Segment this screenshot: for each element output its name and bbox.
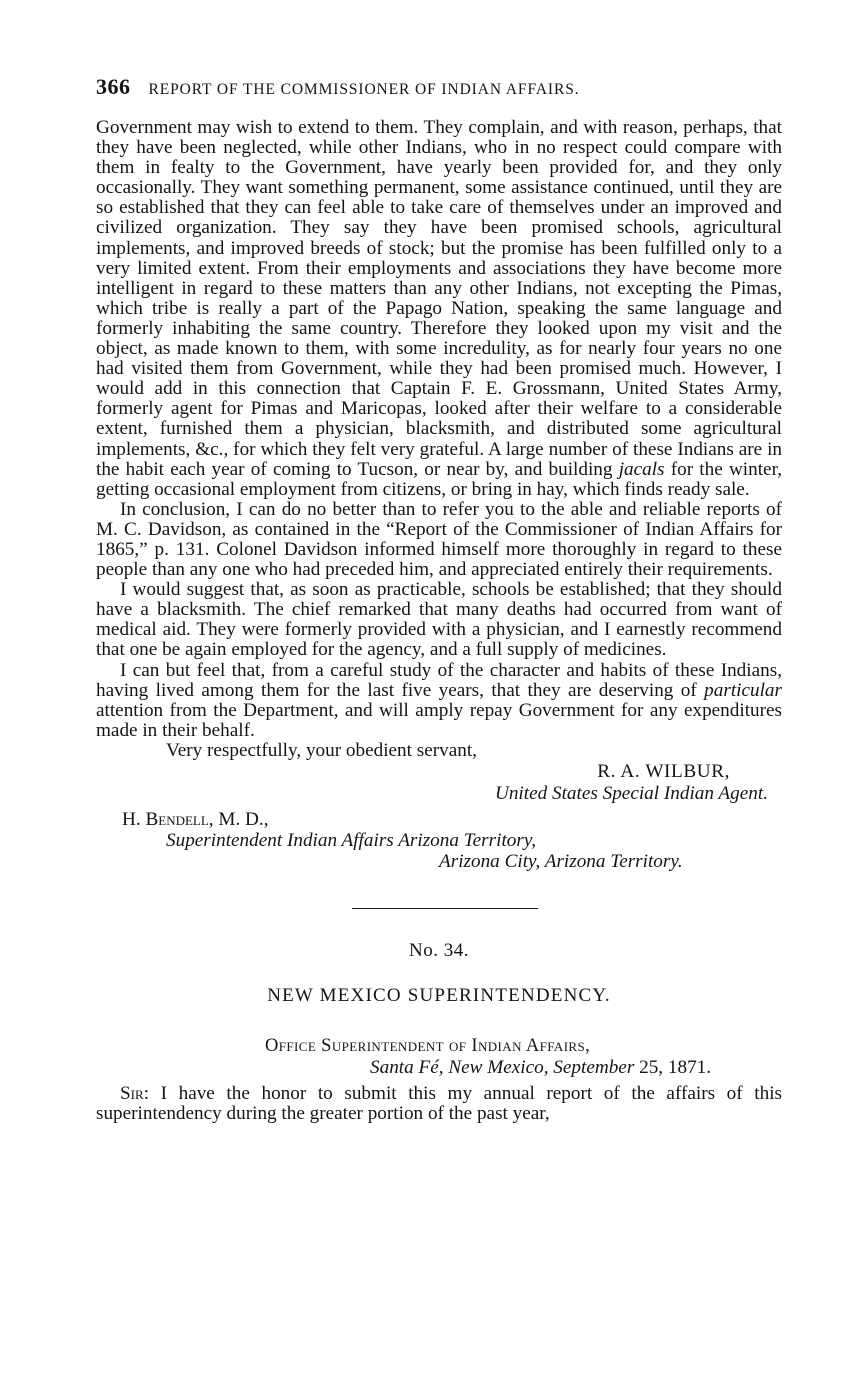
date-month: September (553, 1057, 635, 1078)
office-place: Santa Fé, New Mexico, (370, 1057, 549, 1078)
signature-title: United States Special Indian Agent. (494, 783, 768, 804)
opening-text: I have the honor to submit this my annual report of the affairs of this superintendency during the greater portion of the past year, (96, 1083, 782, 1125)
paragraph (96, 118, 782, 500)
addressee-location: Arizona City, Arizona Territory. (439, 851, 683, 872)
paragraph-text: attention from the Department, and will amply repay Government for any expenditures made in their behalf. (96, 699, 782, 741)
page-header (96, 74, 782, 104)
section-title: NEW MEXICO SUPERINTENDENCY. (267, 985, 611, 1006)
paragraph: In conclusion, I can do no better than to refer you to the able and reliable reports of M. C. Davidson, as contained in the “Report of the Commissioner of Indian Affairs for 1865,” p. 131. Colonel Davidson informed himself more thoroughly in regard to these people than any one who had preceded him, and appreciated entirely their requirements. (96, 498, 782, 581)
paragraph (96, 1084, 782, 1124)
office-heading: Office Superintendent of Indian Affairs, (265, 1036, 591, 1056)
letter-opening (96, 1084, 782, 1124)
paragraph-text: for the winter, getting occasional employment from citizens, or bring in hay, which finds ready sale. (96, 458, 782, 500)
closing: Very respectfully, your obedient servant, (166, 739, 477, 761)
page-number: 366 (96, 74, 131, 99)
addressee-block (96, 809, 782, 872)
paragraph (96, 661, 782, 741)
running-head: REPORT OF THE COMMISSIONER OF INDIAN AFFAIRS. (148, 81, 580, 98)
addressee-title: Superintendent Indian Affairs Arizona Territory, (166, 830, 537, 851)
document-number: No. 34. (409, 940, 469, 961)
signature-name: R. A. WILBUR, (597, 761, 730, 782)
report-body (96, 118, 782, 741)
section-divider (352, 908, 538, 909)
italic-term: jacals (618, 458, 665, 480)
italic-term: particular (704, 679, 782, 701)
date-rest: 25, 1871. (634, 1057, 712, 1078)
paragraph-text: Government may wish to extend to them. They complain, and with reason, perhaps, that they have been neglected, while other Indians, who in no respect could compare with them in fealty to the Government, have yearly been provided for, and they only occasionally. They want something permanent, some assistance continued, until they are so established that they can feel able to take care of themselves under an improved and civilized organization. They say they have been promised schools, agricultural implements, and improved breeds of stock; but the promise has been fulfilled only to a very limited extent. From their employments and associations they have become more intelligent in regard to these matters than any other Indians, not excepting the Pimas, which tribe is really a part of the Papago Nation, speaking the same language and formerly inhabiting the same country. Therefore they looked upon my visit and the object, as made known to them, with some incredulity, as for nearly four years no one had visited them from Government, while they had been promised much. However, I would add in this connection that Captain F. E. Grossmann, United States Army, formerly agent for Pimas and Maricopas, looked after their welfare to a considerable extent, furnished them a physician, blacksmith, and distributed some agricultural implements, &c., for which they felt very grateful. A large number of these Indians are in the habit each year of coming to Tucson, or near by, and building (96, 117, 782, 480)
office-place-date (370, 1057, 782, 1078)
paragraph: I would suggest that, as soon as practicable, schools be established; that they should have a blacksmith. The chief remarked that many deaths had occurred from want of medical aid. They were formerly provided with a physician, and I earnestly recommend that one be again employed for the agency, and a full supply of medicines. (96, 579, 782, 661)
document-page (96, 74, 782, 1124)
salutation: Sir: (120, 1083, 150, 1104)
paragraph-text: I can but feel that, from a careful study of the character and habits of these Indians, having lived among them for the last five years, that they are deserving of (96, 659, 782, 701)
addressee-name: H. Bendell, M. D., (122, 809, 269, 830)
